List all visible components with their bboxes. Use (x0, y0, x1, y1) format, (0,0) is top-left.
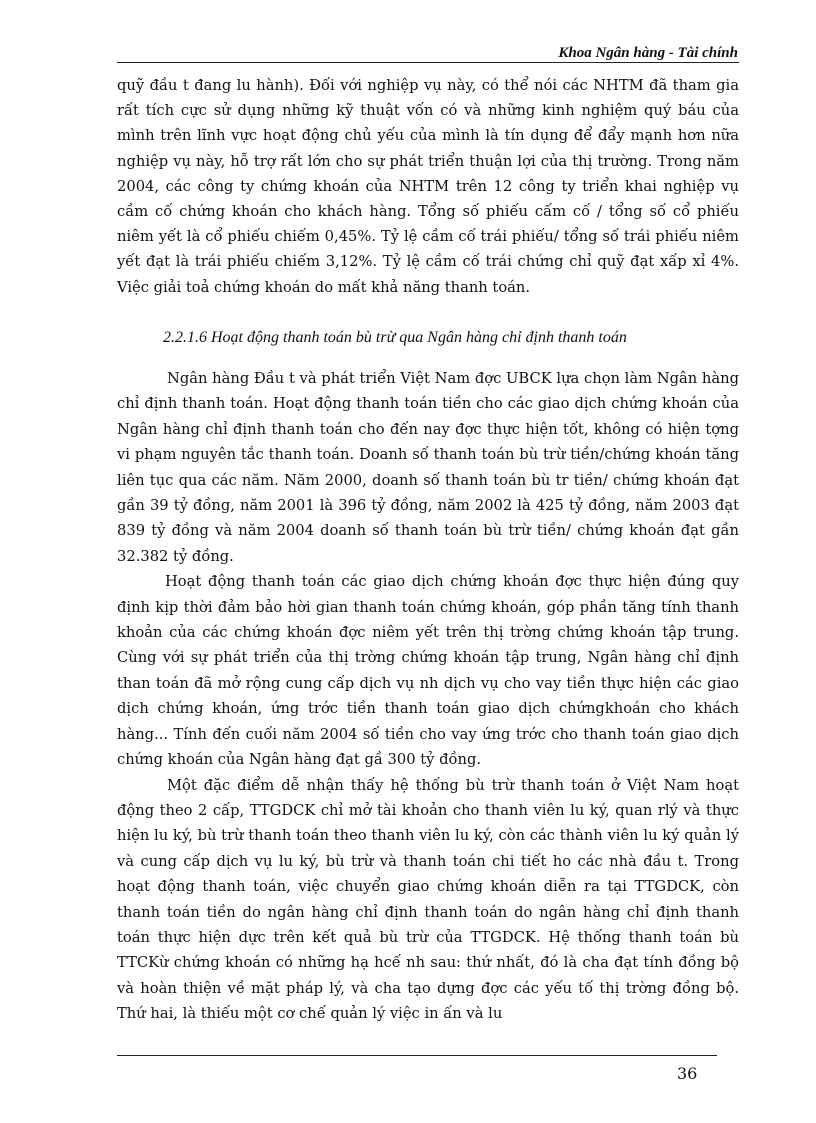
page-number: 36 (677, 1064, 698, 1083)
body-text-top (117, 73, 739, 300)
section-heading: 2.2.1.6 Hoạt động thanh toán bù trừ qua Ngân hàng chỉ định thanh toán (163, 329, 627, 346)
paragraph: Ngân hàng Đầu t và phát triển Việt Nam đợc UBCK lựa chọn làm Ngân hàng chỉ định thanh toán. Hoạt động thanh toán tiền cho các giao dịch chứng khoán của Ngân hàng chỉ định thanh toán cho đến nay đợc thực hiện tốt, không có hiện tợng vi phạm nguyên tắc thanh toán. Doanh số thanh toán bù trừ tiền/chứng khoán tăng liên tục qua các năm. Năm 2000, doanh số thanh toán bù tr tiền/ chứng khoán đạt gần 39 tỷ đồng, năm 2001 là 396 tỷ đồng, năm 2002 là 425 tỷ đồng, năm 2003 đạt 839 tỷ đồng và năm 2004 doanh số thanh toán bù trừ tiền/ chứng khoán đạt gần 32.382 tỷ đồng. (117, 370, 739, 565)
running-header: Khoa Ngân hàng - Tài chính (558, 45, 738, 61)
paragraph: Hoạt động thanh toán các giao dịch chứng khoán đợc thực hiện đúng quy định kịp thời đảm bảo hời gian thanh toán chứng khoán, góp phần tăng tính thanh khoản của các chứng khoán đợc niêm yết trên thị trờng chứng khoán tập trung. Cùng với sự phát triển của thị trờng chứng khoán tập trung, Ngân hàng chỉ định than toán đã mở rộng cung cấp dịch vụ nh dịch vụ cho vay tiền thực hiện các giao dịch chứng khoán, ứng trớc tiền thanh toán giao dịch chứngkhoán cho khách hàng... Tính đến cuối năm 2004 số tiền cho vay ứng trớc cho thanh toán giao dịch chứng khoán của Ngân hàng đạt gầ 300 tỷ đồng. (117, 573, 739, 769)
body-text-main (117, 366, 739, 1027)
paragraph: Một đặc điểm dễ nhận thấy hệ thống bù trừ thanh toán ở Việt Nam hoạt động theo 2 cấp, TTGDCK chỉ mở tài khoản cho thanh viên lu ký, quan rlý và thực hiện lu ký, bù trừ thanh toán theo thanh viên lu ký, còn các thành viên lu ký quản lý và cung cấp dịch vụ lu ký, bù trừ và thanh toán chi tiết ho các nhà đầu t. Trong hoạt động thanh toán, việc chuyển giao chứng khoán diễn ra tại TTGDCK, còn thanh toán tiền do ngân hàng chỉ định thanh toán do ngân hàng chỉ định thanh toán thực hiện dực trên kết quả bù trừ của TTGDCK. Hệ thống thanh toán bù TTCKừ chứng khoán có những hạ hcế nh sau: thứ nhất, đó là cha đạt tính đồng bộ và hoàn thiện về mặt pháp lý, và cha tạo dựng đợc các yếu tố thị trờng đồng bộ. Thứ hai, là thiếu một cơ chế quản lý việc in ấn và lu (117, 776, 739, 1023)
paragraph-continuation: quỹ đầu t đang lu hành). Đối với nghiệp vụ này, có thể nói các NHTM đã tham gia rất tích cực sử dụng những kỹ thuật vốn có và những kinh nghiệm quý báu của mình trên lĩnh vực hoạt động chủ yếu của mình là tín dụng để đẩy mạnh hơn nữa nghiệp vụ này, hỗ trợ rất lớn cho sự phát triển thuận lợi của thị trường. Trong năm 2004, các công ty chứng khoán của NHTM trên 12 công ty triển khai nghiệp vụ cầm cố chứng khoán cho khách hàng. Tổng số phiếu cấm cố / tổng số cổ phiếu niêm yết là cổ phiếu chiếm 0,45%. Tỷ lệ cầm cố trái phiếu/ tổng số trái phiếu niêm yết đạt là trái phiếu chiếm 3,12%. Tỷ lệ cầm cố trái chứng chỉ quỹ đạt xấp xỉ 4%. Việc giải toả chứng khoán do mất khả năng thanh toán. (117, 77, 739, 296)
header-divider (117, 62, 739, 63)
footer-divider (117, 1055, 717, 1056)
